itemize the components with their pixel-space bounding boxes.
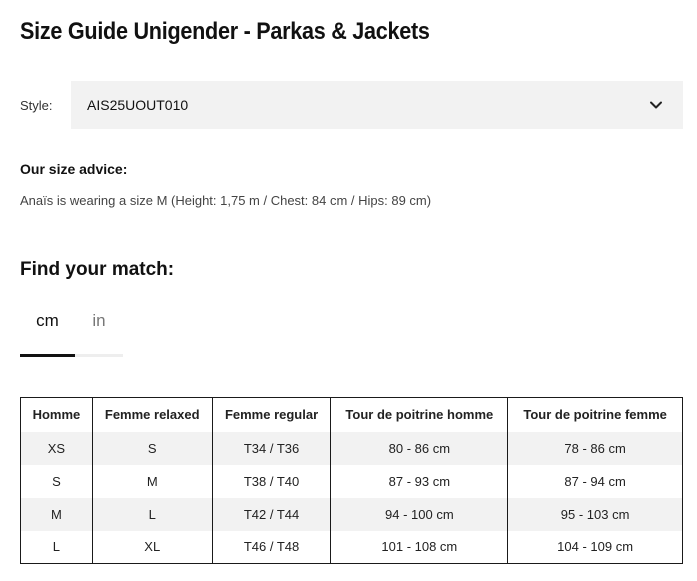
table-row	[21, 498, 683, 531]
style-label: Style:	[20, 97, 53, 113]
size-advice-heading: Our size advice:	[20, 161, 128, 177]
style-select-value: AIS25UOUT010	[87, 97, 189, 113]
size-advice-text: Anaïs is wearing a size M (Height: 1,75 m / Chest: 84 cm / Hips: 89 cm)	[20, 193, 432, 208]
table-header-row	[21, 398, 683, 432]
table-row	[21, 465, 683, 498]
size-table	[20, 397, 683, 564]
style-row	[20, 81, 683, 129]
table-row	[21, 531, 683, 564]
table-cell: M	[21, 498, 93, 531]
table-header-cell: Tour de poitrine femme	[508, 398, 683, 432]
table-cell: 94 - 100 cm	[331, 498, 508, 531]
find-match-heading: Find your match:	[20, 259, 175, 280]
table-cell: 78 - 86 cm	[508, 432, 683, 465]
table-cell: S	[21, 465, 93, 498]
table-cell: L	[92, 498, 212, 531]
table-header-cell: Femme relaxed	[92, 398, 212, 432]
table-cell: M	[92, 465, 212, 498]
table-cell: 95 - 103 cm	[508, 498, 683, 531]
table-cell: 104 - 109 cm	[508, 531, 683, 564]
table-cell: S	[92, 432, 212, 465]
table-header-cell: Femme regular	[212, 398, 331, 432]
table-cell: XL	[92, 531, 212, 564]
table-cell: T38 / T40	[212, 465, 331, 498]
table-header-cell: Tour de poitrine homme	[331, 398, 508, 432]
table-cell: T34 / T36	[212, 432, 331, 465]
table-cell: 87 - 93 cm	[331, 465, 508, 498]
table-row	[21, 432, 683, 465]
page-title: Size Guide Unigender - Parkas & Jackets	[20, 18, 430, 45]
table-cell: L	[21, 531, 93, 564]
table-cell: 101 - 108 cm	[331, 531, 508, 564]
table-header-cell: Homme	[21, 398, 93, 432]
table-cell: 87 - 94 cm	[508, 465, 683, 498]
table-cell: 80 - 86 cm	[331, 432, 508, 465]
unit-tabs	[20, 306, 123, 357]
style-select[interactable]	[71, 81, 683, 129]
table-cell: XS	[21, 432, 93, 465]
table-cell: T46 / T48	[212, 531, 331, 564]
tab-in[interactable]: in	[75, 306, 123, 357]
chevron-down-icon	[649, 98, 663, 112]
tab-cm[interactable]: cm	[20, 306, 75, 357]
table-cell: T42 / T44	[212, 498, 331, 531]
